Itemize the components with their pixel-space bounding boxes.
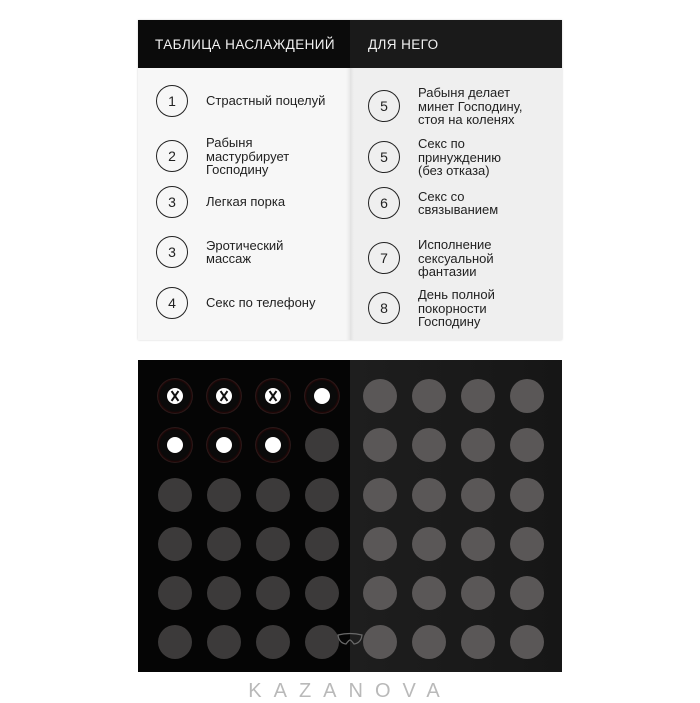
progress-dot: [363, 576, 397, 610]
marked-dot: [158, 379, 192, 413]
item-label: Исполнение сексуальной фантазии: [418, 237, 494, 279]
cross-mark-icon: [265, 388, 281, 404]
item-number-circle: 1: [156, 85, 188, 117]
progress-dot: [363, 625, 397, 659]
filled-dot-icon: [265, 437, 281, 453]
progress-dot: [412, 428, 446, 462]
item-number-circle: 4: [156, 287, 188, 319]
item-label: Легкая порка: [206, 194, 286, 210]
item-label: Рабыня мастурбирует Господину: [206, 135, 290, 177]
progress-dot: [461, 625, 495, 659]
progress-dot: [158, 478, 192, 512]
progress-dot: [412, 625, 446, 659]
list-item: [156, 85, 346, 117]
progress-dot: [158, 527, 192, 561]
filled-dot-icon: [216, 437, 232, 453]
progress-dot: [207, 527, 241, 561]
item-label: Страстный поцелуй: [206, 93, 326, 109]
item-number-circle: 3: [156, 236, 188, 268]
progress-dot: [412, 576, 446, 610]
progress-dot: [363, 428, 397, 462]
item-label: Эротический массаж: [206, 237, 284, 266]
pleasure-table-card: [138, 20, 562, 340]
cross-mark-icon: [216, 388, 232, 404]
progress-dot: [510, 527, 544, 561]
list-item: [156, 186, 346, 218]
table-subtitle: ДЛЯ НЕГО: [350, 20, 562, 68]
mask-logo-icon: [337, 632, 363, 646]
item-number-circle: 7: [368, 242, 400, 274]
progress-dot: [207, 576, 241, 610]
progress-dot: [305, 576, 339, 610]
progress-dot: [305, 478, 339, 512]
item-number-circle: 5: [368, 141, 400, 173]
progress-dot: [363, 379, 397, 413]
brand-logo: KAZANOVA: [248, 680, 452, 702]
item-number-circle: 6: [368, 187, 400, 219]
filled-dot-icon: [167, 437, 183, 453]
item-label: Секс со связыванием: [418, 188, 499, 217]
progress-dot: [461, 478, 495, 512]
progress-dot: [461, 527, 495, 561]
marked-dot: [305, 379, 339, 413]
item-number-circle: 5: [368, 90, 400, 122]
progress-dot: [158, 625, 192, 659]
list-item: [368, 238, 558, 279]
list-item: [368, 86, 558, 127]
progress-dot: [256, 625, 290, 659]
progress-dot: [207, 478, 241, 512]
progress-dot: [510, 625, 544, 659]
filled-dot-icon: [314, 388, 330, 404]
progress-dot: [510, 576, 544, 610]
scratch-card: [138, 360, 562, 672]
item-number-circle: 8: [368, 292, 400, 324]
cross-mark-icon: [167, 388, 183, 404]
progress-dot: [158, 576, 192, 610]
item-label: Секс по телефону: [206, 295, 316, 311]
item-label: Секс по принуждению (без отказа): [418, 136, 502, 178]
progress-dot: [363, 478, 397, 512]
list-item: [368, 187, 558, 219]
marked-dot: [207, 428, 241, 462]
progress-dot: [412, 527, 446, 561]
marked-dot: [256, 428, 290, 462]
progress-dot: [256, 527, 290, 561]
progress-dot: [256, 478, 290, 512]
progress-dot: [461, 428, 495, 462]
progress-dot: [305, 428, 339, 462]
list-item: [368, 137, 558, 178]
progress-dot: [412, 478, 446, 512]
table-title: ТАБЛИЦА НАСЛАЖДЕНИЙ: [138, 20, 350, 68]
marked-dot: [256, 379, 290, 413]
progress-dot: [510, 379, 544, 413]
progress-dot: [305, 527, 339, 561]
item-number-circle: 2: [156, 140, 188, 172]
progress-dot: [363, 527, 397, 561]
list-item: [156, 236, 346, 268]
progress-dot: [461, 379, 495, 413]
progress-dot: [256, 576, 290, 610]
card-fold: [346, 20, 354, 340]
progress-dot: [305, 625, 339, 659]
progress-dot: [207, 625, 241, 659]
list-item: [156, 287, 346, 319]
list-item: [368, 288, 558, 329]
progress-dot: [510, 428, 544, 462]
item-label: Рабыня делает минет Господину, стоя на коленях: [418, 85, 523, 127]
item-number-circle: 3: [156, 186, 188, 218]
progress-dot: [412, 379, 446, 413]
progress-dot: [510, 478, 544, 512]
marked-dot: [207, 379, 241, 413]
marked-dot: [158, 428, 192, 462]
item-label: День полной покорности Господину: [418, 287, 495, 329]
progress-dot: [461, 576, 495, 610]
list-item: [156, 136, 346, 177]
